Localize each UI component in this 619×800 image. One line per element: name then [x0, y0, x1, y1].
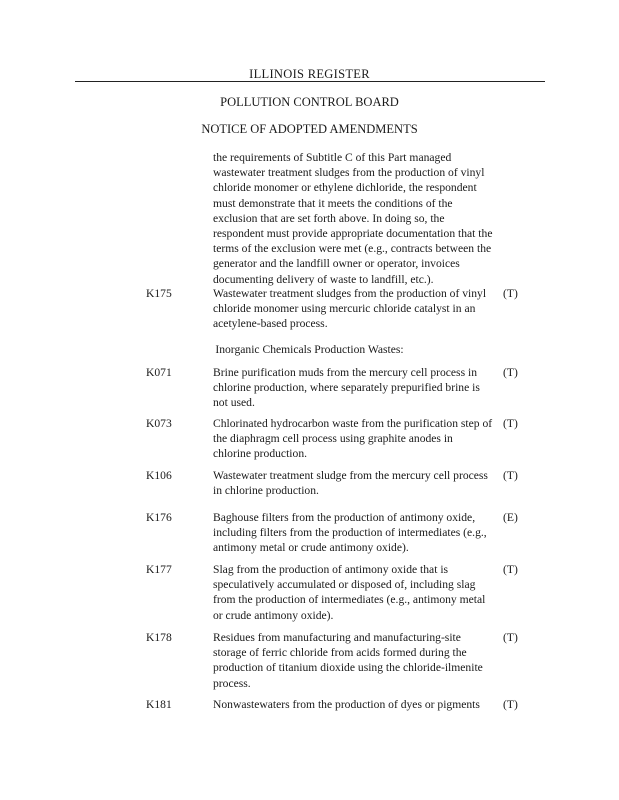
waste-description: Chlorinated hydrocarbon waste from the purification step of the diaphragm cell process using graphite anodes in chlorine production. — [213, 417, 493, 461]
hazard-code: (T) — [503, 287, 518, 300]
notice-title: NOTICE OF ADOPTED AMENDMENTS — [201, 122, 418, 136]
hazard-code: (T) — [503, 563, 518, 576]
waste-code: K178 — [146, 631, 172, 644]
register-title: ILLINOIS REGISTER — [249, 67, 370, 81]
hazard-code: (T) — [503, 417, 518, 430]
waste-description: Slag from the production of antimony oxide that is speculatively accumulated or disposed of, including slag from the production of intermediates (e.g., antimony metal or crude antimony oxide). — [213, 563, 486, 622]
board-name: POLLUTION CONTROL BOARD — [220, 95, 399, 109]
waste-description: Wastewater treatment sludges from the production of vinyl chloride monomer using mercuric chloride catalyst in an acetylene-based process. — [213, 287, 487, 331]
waste-code: K071 — [146, 366, 172, 379]
hazard-code: (T) — [503, 631, 518, 644]
waste-description: Nonwastewaters from the production of dyes or pigments — [213, 698, 480, 711]
continuation-paragraph: the requirements of Subtitle C of this Part managed wastewater treatment sludges from the production of vinyl chloride monomer or ethylene dichloride, the respondent must demonstrate that it meets the conditions of the exclusion that are set forth above. In doing so, the respondent must provide appropriate documentation that the terms of the exclusion were met (e.g., contracts between the generator and the landfill owner or operator, invoices documenting delivery of waste to landfill, etc.). — [213, 151, 493, 286]
waste-description: Baghouse filters from the production of antimony oxide, including filters from the production of intermediates (e.g., antimony metal or crude antimony oxide). — [213, 511, 487, 555]
waste-code: K181 — [146, 698, 172, 711]
hazard-code: (T) — [503, 698, 518, 711]
waste-code: K106 — [146, 469, 172, 482]
waste-code: K176 — [146, 511, 172, 524]
hazard-code: (T) — [503, 366, 518, 379]
hazard-code: (E) — [503, 511, 518, 524]
section-heading: Inorganic Chemicals Production Wastes: — [215, 343, 404, 356]
waste-code: K177 — [146, 563, 172, 576]
header-divider — [75, 81, 545, 82]
waste-code: K175 — [146, 287, 172, 300]
waste-description: Brine purification muds from the mercury cell process in chlorine production, where separately prepurified brine is not used. — [213, 366, 480, 410]
waste-description: Wastewater treatment sludge from the mercury cell process in chlorine production. — [213, 469, 488, 498]
waste-code: K073 — [146, 417, 172, 430]
waste-description: Residues from manufacturing and manufacturing-site storage of ferric chloride from acids formed during the production of titanium dioxide using the chloride-ilmenite process. — [213, 631, 483, 690]
hazard-code: (T) — [503, 469, 518, 482]
